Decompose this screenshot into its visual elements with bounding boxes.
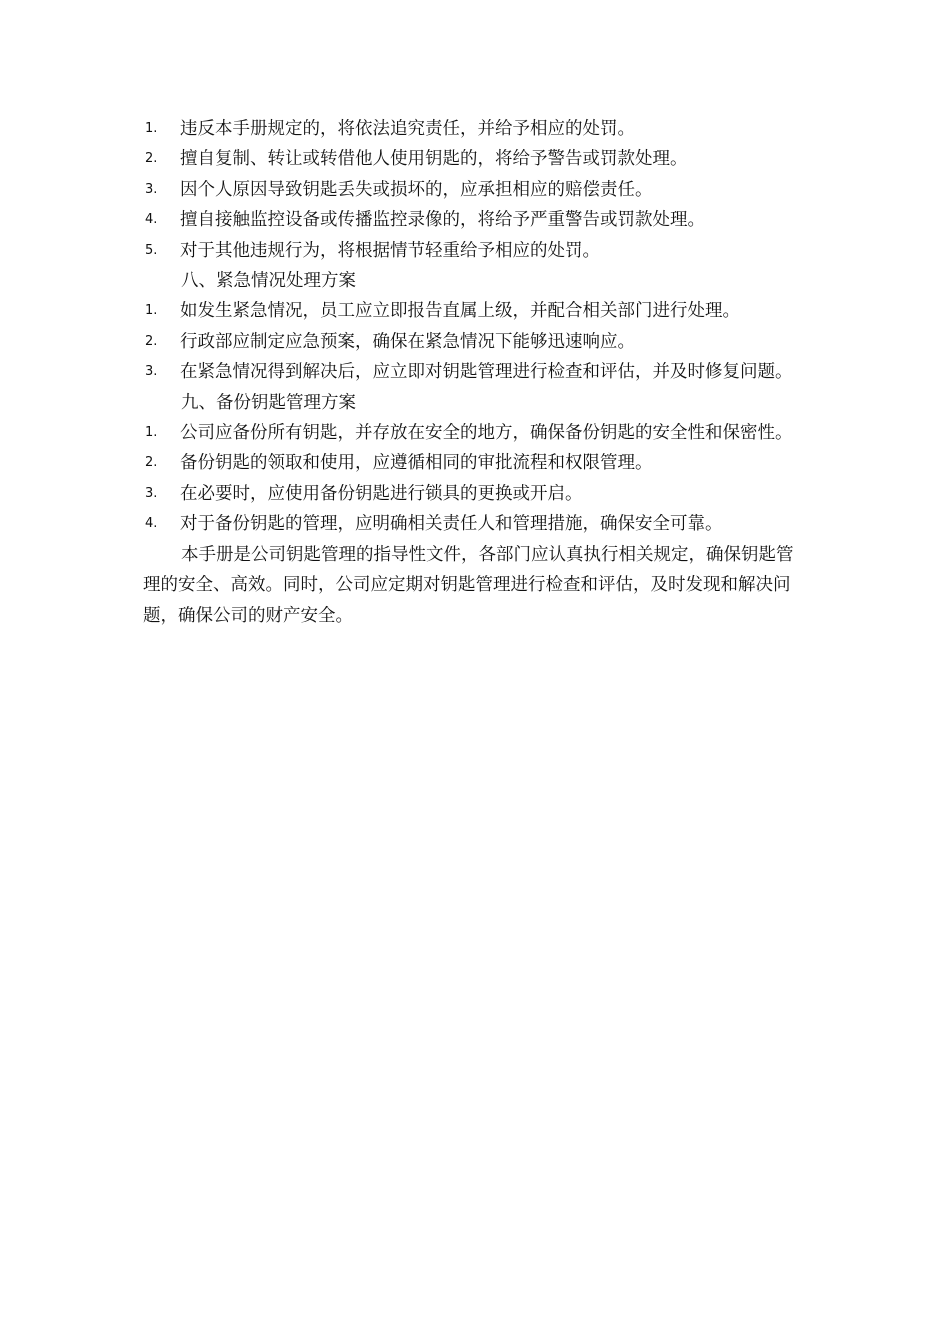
list-number: 3. [145, 485, 158, 501]
list-text: 因个人原因导致钥匙丢失或损坏的，应承担相应的赔偿责任。 [180, 179, 653, 200]
list-item [143, 175, 808, 205]
list-text: 对于其他违规行为，将根据情节轻重给予相应的处罚。 [180, 240, 600, 261]
list-item [143, 205, 808, 235]
list-number: 1. [145, 425, 158, 441]
list-number: 3. [145, 364, 158, 380]
list-number: 4. [145, 212, 158, 228]
list-number: 1. [145, 303, 158, 319]
list-item [143, 479, 808, 509]
list-number: 2. [145, 333, 158, 349]
list-number: 2. [145, 151, 158, 167]
list-item [143, 509, 808, 539]
list-item [143, 448, 808, 478]
section-heading-emergency: 八、紧急情况处理方案 [181, 271, 356, 292]
list-item [143, 296, 808, 326]
list-text: 擅自复制、转让或转借他人使用钥匙的，将给予警告或罚款处理。 [180, 149, 688, 170]
list-number: 3. [145, 181, 158, 197]
list-text: 违反本手册规定的，将依法追究责任，并给予相应的处罚。 [180, 119, 635, 139]
list-text: 擅自接触监控设备或传播监控录像的，将给予严重警告或罚款处理。 [180, 210, 705, 231]
list-item [143, 144, 808, 174]
list-text: 在必要时，应使用备份钥匙进行锁具的更换或开启。 [180, 483, 583, 504]
list-item [143, 114, 808, 144]
list-text: 如发生紧急情况，员工应立即报告直属上级，并配合相关部门进行处理。 [180, 301, 740, 322]
list-item [143, 236, 808, 266]
list-number: 2. [145, 455, 158, 471]
list-text: 在紧急情况得到解决后，应立即对钥匙管理进行检查和评估，并及时修复问题。 [180, 362, 793, 383]
list-item [143, 357, 808, 387]
list-text: 行政部应制定应急预案，确保在紧急情况下能够迅速响应。 [180, 331, 635, 352]
section-heading-backup: 九、备份钥匙管理方案 [181, 392, 356, 413]
list-number: 1. [145, 121, 158, 136]
list-item [143, 327, 808, 357]
list-item [143, 418, 808, 448]
list-text: 公司应备份所有钥匙，并存放在安全的地方，确保备份钥匙的安全性和保密性。 [180, 423, 793, 444]
closing-paragraph: 本手册是公司钥匙管理的指导性文件，各部门应认真执行相关规定，确保钥匙管理的安全、高效。同时，公司应定期对钥匙管理进行检查和评估，及时发现和解决问题，确保公司的财产安全。 [143, 544, 794, 626]
list-text: 对于备份钥匙的管理，应明确相关责任人和管理措施，确保安全可靠。 [180, 514, 723, 535]
list-text: 备份钥匙的领取和使用，应遵循相同的审批流程和权限管理。 [180, 453, 653, 474]
list-number: 5. [145, 242, 158, 258]
document-content [143, 114, 808, 631]
list-number: 4. [145, 516, 158, 532]
